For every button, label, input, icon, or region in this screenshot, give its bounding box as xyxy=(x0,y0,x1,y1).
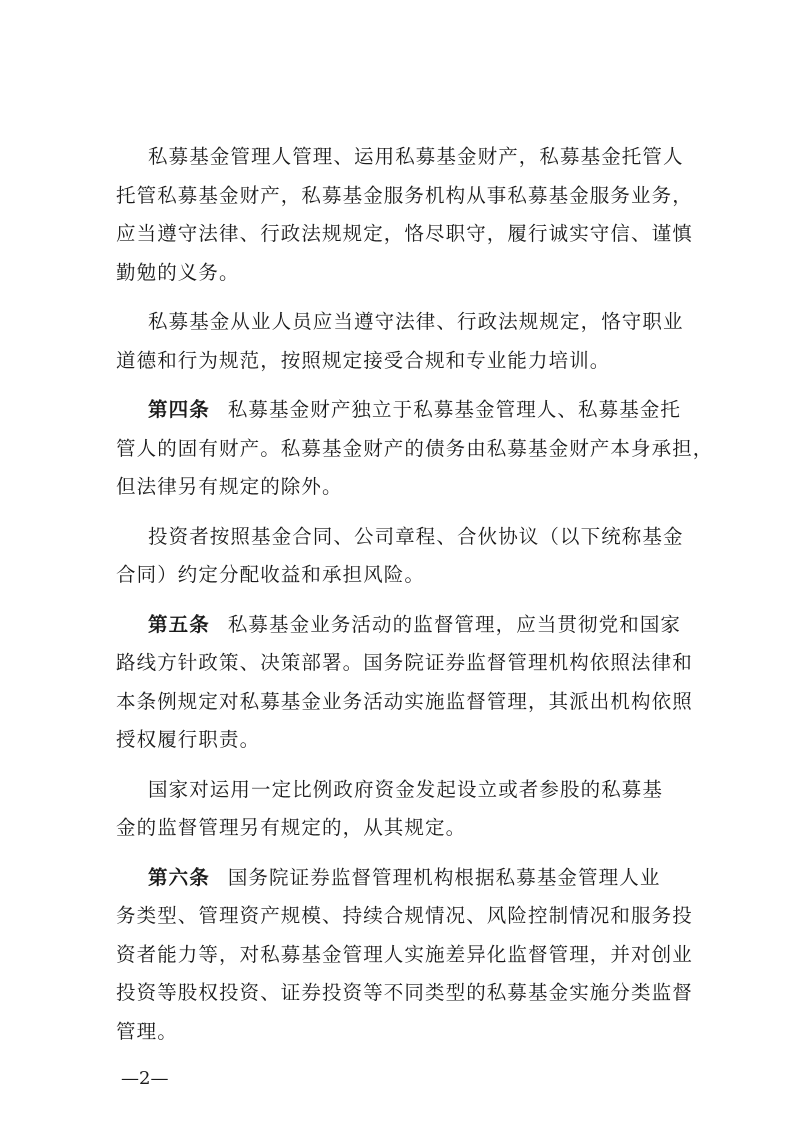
article-paragraph xyxy=(116,391,714,507)
line-text: 合同）约定分配收益和承担风险。 xyxy=(116,563,426,586)
line-text: 国务院证券监督管理机构根据私募基金管理人业 xyxy=(227,865,661,889)
line-text: 私募基金管理人管理、运用私募基金财产，私募基金托管人 xyxy=(148,145,684,168)
line-text: 管理。 xyxy=(116,1019,178,1043)
paragraph xyxy=(116,771,694,848)
text-line xyxy=(116,683,694,722)
line-text: 国家对运用一定比例政府资金发起设立或者参股的私募基 xyxy=(148,777,664,801)
article-number: 第六条 xyxy=(148,865,210,889)
line-text: 投资等股权投资、证券投资等不同类型的私募基金实施分类监督 xyxy=(116,981,693,1004)
text-line xyxy=(116,644,694,683)
line-text: 金的监督管理另有规定的，从其规定。 xyxy=(116,816,467,839)
line-text: 私募基金业务活动的监督管理，应当贯彻党和国家 xyxy=(227,612,682,636)
text-line xyxy=(116,391,694,430)
line-text: 管人的固有财产。私募基金财产的债务由私募基金财产本身承担， xyxy=(116,436,714,460)
text-line xyxy=(116,342,694,381)
text-line xyxy=(116,138,694,177)
text-line xyxy=(116,215,694,254)
line-text: 投资者按照基金合同、公司章程、合伙协议（以下统称基金 xyxy=(148,524,684,548)
text-line xyxy=(116,518,694,557)
text-line xyxy=(116,721,694,760)
text-line xyxy=(116,468,694,507)
text-line xyxy=(116,809,694,848)
line-text: 本条例规定对私募基金业务活动实施监督管理，其派出机构依照 xyxy=(116,689,693,713)
text-line xyxy=(116,974,694,1013)
line-text: 勤勉的义务。 xyxy=(116,260,240,284)
page-number: —2— xyxy=(121,1068,169,1089)
text-line xyxy=(116,1013,694,1052)
text-line xyxy=(116,556,694,595)
paragraph xyxy=(116,518,694,595)
document-body xyxy=(116,138,714,1062)
paragraph xyxy=(116,303,694,380)
line-text: 私募基金财产独立于私募基金管理人、私募基金托 xyxy=(227,398,682,421)
text-line xyxy=(116,177,694,216)
article-number: 第四条 xyxy=(148,398,210,421)
line-text: 资者能力等，对私募基金管理人实施差异化监督管理，并对创业 xyxy=(116,942,693,966)
line-text: 但法律另有规定的除外。 xyxy=(116,475,343,498)
text-line xyxy=(116,859,694,898)
paragraph xyxy=(116,138,694,292)
line-text: 授权履行职责。 xyxy=(116,728,261,751)
text-line xyxy=(116,254,694,293)
text-line xyxy=(116,303,694,342)
line-text: 路线方针政策、决策部署。国务院证券监督管理机构依照法律和 xyxy=(116,651,693,674)
text-line xyxy=(116,936,694,975)
article-number: 第五条 xyxy=(148,612,210,636)
text-line xyxy=(116,430,714,469)
line-text: 私募基金从业人员应当遵守法律、行政法规规定，恪守职业 xyxy=(148,310,684,333)
article-paragraph xyxy=(116,859,694,1052)
line-text: 应当遵守法律、行政法规规定，恪尽职守，履行诚实守信、谨慎 xyxy=(116,222,693,245)
text-line xyxy=(116,771,694,810)
text-line xyxy=(116,606,694,645)
line-text: 道德和行为规范，按照规定接受合规和专业能力培训。 xyxy=(116,348,611,372)
line-text: 托管私募基金财产，私募基金服务机构从事私募基金服务业务， xyxy=(116,183,693,207)
line-text: 务类型、管理资产规模、持续合规情况、风险控制情况和服务投 xyxy=(116,904,693,927)
text-line xyxy=(116,897,694,936)
article-paragraph xyxy=(116,606,694,760)
